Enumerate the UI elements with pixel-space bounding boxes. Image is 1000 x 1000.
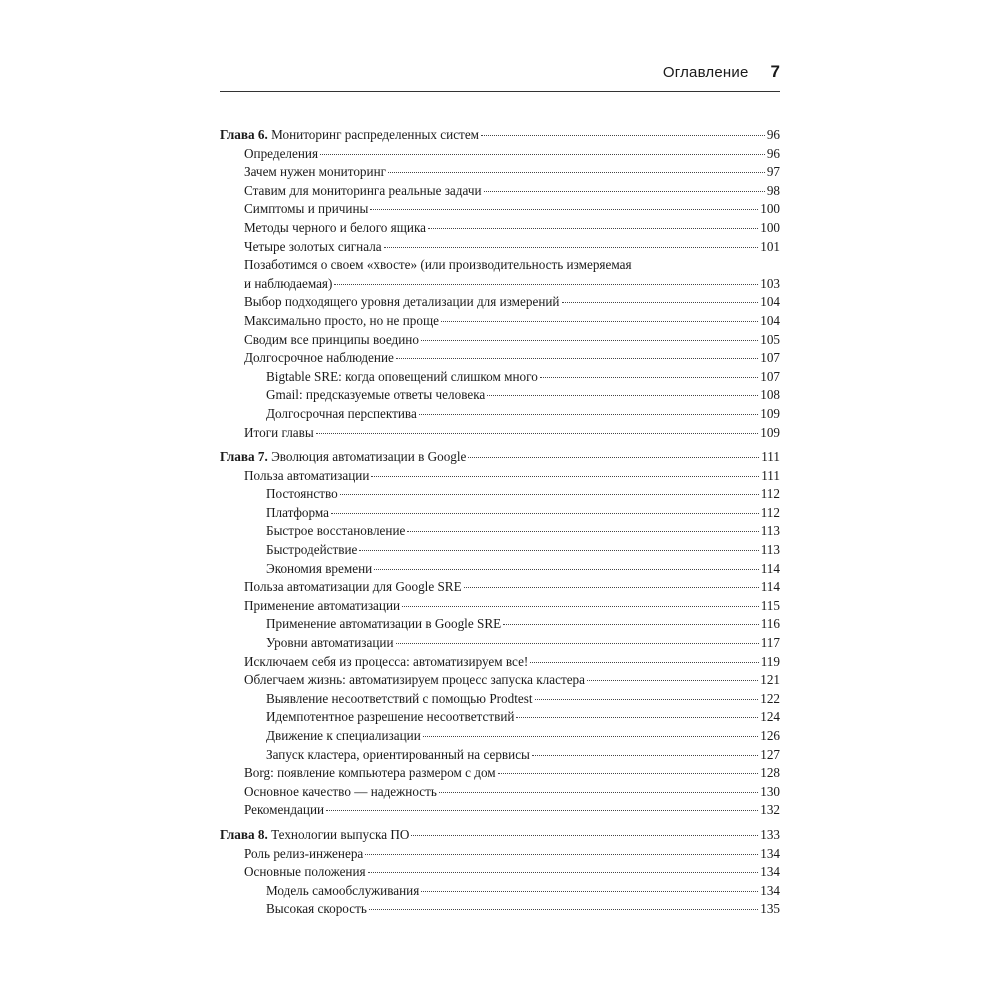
toc-entry-title: Облегчаем жизнь: автоматизируем процесс запуска кластера	[244, 672, 586, 688]
toc-chapter-entry	[220, 826, 780, 845]
dot-leader	[498, 773, 759, 774]
toc-entry-title: Долгосрочная перспектива	[266, 405, 417, 421]
toc-entry	[220, 200, 780, 219]
toc-entry	[220, 522, 780, 541]
dot-leader	[365, 854, 758, 855]
toc-page-number: 126	[760, 728, 780, 743]
toc-page-number: 134	[760, 845, 780, 861]
dot-leader	[334, 284, 758, 285]
dot-leader	[419, 414, 758, 415]
toc-entry	[220, 349, 780, 368]
dot-leader	[484, 191, 765, 192]
toc-entry-title: Применение автоматизации	[244, 597, 401, 613]
toc-entry	[220, 312, 780, 331]
toc-entry-title: Максимально просто, но не проще	[244, 312, 439, 328]
toc-entry-title: Симптомы и причины	[244, 201, 369, 217]
toc-entry	[220, 690, 780, 709]
toc-entry	[220, 900, 780, 919]
toc-chapter-number: Глава 8.	[220, 826, 268, 842]
toc-entry-title: Быстрое восстановление	[266, 523, 406, 539]
toc-page-number: 104	[760, 312, 780, 328]
toc-page-number: 113	[760, 542, 780, 558]
toc-entry-title: Определения	[244, 145, 319, 161]
dot-leader	[428, 228, 758, 229]
toc-entry-title: Запуск кластера, ориентированный на сервисы	[266, 746, 530, 762]
toc-page-number: 96	[766, 145, 780, 161]
dot-leader	[487, 395, 758, 396]
toc-entry-title: Сводим все принципы воедино	[244, 331, 419, 347]
toc-page-number: 114	[760, 560, 780, 576]
toc-entry-title: Польза автоматизации	[244, 467, 370, 483]
toc-page-number: 97	[766, 164, 780, 180]
toc-entry	[220, 163, 780, 182]
dot-leader	[402, 606, 759, 607]
toc-page-number: 115	[760, 597, 780, 613]
toc-entry	[220, 368, 780, 387]
toc-entry-title: Gmail: предсказуемые ответы человека	[266, 387, 486, 403]
toc-entry-title: Применение автоматизации в Google SRE	[266, 616, 502, 632]
toc-page-number: 116	[760, 616, 780, 632]
toc-entry	[220, 293, 780, 312]
dot-leader	[421, 891, 758, 892]
dot-leader	[532, 755, 758, 756]
dot-leader	[384, 247, 759, 248]
toc-entry-title	[220, 126, 479, 145]
toc-entry	[220, 238, 780, 257]
toc-entry-title: Роль релиз-инженера	[244, 845, 364, 861]
toc-entry	[220, 708, 780, 727]
toc-entry-title: Ставим для мониторинга реальные задачи	[244, 182, 482, 198]
toc-page-number: 128	[760, 765, 780, 781]
toc-entry	[220, 219, 780, 238]
toc-entry	[220, 560, 780, 579]
toc-entry-title: Исключаем себя из процесса: автоматизируем все!	[244, 653, 529, 669]
toc-entry-title: Быстродействие	[266, 542, 358, 558]
toc-entry-title: Позаботимся о своем «хвосте» (или производительность измеряемая	[244, 257, 632, 273]
toc-entry	[220, 746, 780, 765]
dot-leader	[516, 717, 758, 718]
toc-entry	[220, 182, 780, 201]
toc-chapter-title: Технологии выпуска ПО	[271, 826, 410, 842]
dot-leader	[396, 643, 759, 644]
toc-entry-title: Основные положения	[244, 864, 366, 880]
dot-leader	[530, 662, 758, 663]
toc-entry	[220, 727, 780, 746]
toc-entry-title: Долгосрочное наблюдение	[244, 350, 394, 366]
toc-page-number: 133	[760, 826, 780, 842]
toc-entry-title	[220, 448, 466, 467]
toc-page-number: 121	[760, 672, 780, 688]
toc-page-number: 132	[760, 802, 780, 818]
dot-leader	[439, 792, 758, 793]
toc-entry-title	[220, 826, 409, 845]
toc-entry-title: Рекомендации	[244, 802, 325, 818]
toc-entry	[220, 424, 780, 443]
toc-page-number: 111	[761, 449, 780, 465]
dot-leader	[481, 135, 765, 136]
dot-leader	[370, 209, 758, 210]
dot-leader	[374, 569, 759, 570]
toc-entry	[220, 615, 780, 634]
dot-leader	[535, 699, 759, 700]
toc-page-number: 103	[760, 275, 780, 291]
toc-entry	[220, 845, 780, 864]
toc-entry	[220, 671, 780, 690]
toc-entry-title: Идемпотентное разрешение несоответствий	[266, 709, 515, 725]
toc-page-number: 130	[760, 783, 780, 799]
toc-entry-title: Высокая скорость	[266, 901, 367, 917]
toc-entry	[220, 386, 780, 405]
toc-page-number: 109	[760, 405, 780, 421]
toc-entry	[220, 597, 780, 616]
toc-entry-title: Уровни автоматизации	[266, 635, 394, 651]
dot-leader	[423, 736, 758, 737]
toc-entry	[220, 331, 780, 350]
toc-page-number: 112	[760, 486, 780, 502]
toc-entry-title: Экономия времени	[266, 560, 373, 576]
dot-leader	[340, 494, 759, 495]
toc-entry	[220, 882, 780, 901]
dot-leader	[396, 358, 758, 359]
dot-leader	[441, 321, 758, 322]
toc-page-number: 105	[760, 331, 780, 347]
toc-entry	[220, 863, 780, 882]
dot-leader	[464, 587, 759, 588]
toc-chapter-entry	[220, 448, 780, 467]
toc-entry	[220, 801, 780, 820]
toc-entry-title: Постоянство	[266, 486, 338, 502]
toc-entry-title: Выбор подходящего уровня детализации для измерений	[244, 294, 560, 310]
toc-page-number: 111	[761, 467, 780, 483]
dot-leader	[411, 835, 758, 836]
running-head	[220, 62, 780, 90]
toc-page-number: 104	[760, 294, 780, 310]
header-rule	[220, 91, 780, 92]
toc-page-number: 117	[760, 635, 780, 651]
toc-page-number: 108	[760, 387, 780, 403]
toc-page-number: 107	[760, 368, 780, 384]
toc-page-number: 127	[760, 746, 780, 762]
table-of-contents	[220, 126, 780, 919]
toc-entry-title: Польза автоматизации для Google SRE	[244, 579, 462, 595]
toc-page-number: 112	[760, 504, 780, 520]
dot-leader	[368, 872, 759, 873]
toc-entry	[220, 145, 780, 164]
toc-entry-title: Основное качество — надежность	[244, 783, 437, 799]
toc-entry	[220, 405, 780, 424]
dot-leader	[468, 457, 759, 458]
dot-leader	[369, 909, 758, 910]
toc-entry-title: Итоги главы	[244, 424, 314, 440]
toc-chapter-entry	[220, 126, 780, 145]
toc-chapter-number: Глава 7.	[220, 449, 268, 465]
toc-page-number: 134	[760, 882, 780, 898]
toc-chapter-title: Эволюция автоматизации в Google	[271, 449, 467, 465]
toc-page-number: 113	[760, 523, 780, 539]
dot-leader	[316, 433, 758, 434]
toc-entry-title: Зачем нужен мониторинг	[244, 164, 387, 180]
toc-entry	[220, 467, 780, 486]
toc-entry-title: Модель самообслуживания	[266, 882, 420, 898]
toc-entry	[220, 653, 780, 672]
toc-page-number: 98	[766, 182, 780, 198]
toc-page-number: 124	[760, 709, 780, 725]
dot-leader	[503, 624, 759, 625]
toc-entry	[220, 504, 780, 523]
toc-page-number: 100	[760, 201, 780, 217]
toc-page-number: 122	[760, 690, 780, 706]
running-head-title: Оглавление	[662, 64, 749, 81]
toc-page-number: 135	[760, 901, 780, 917]
toc-entry-title: Выявление несоответствий с помощью Prodtest	[266, 690, 533, 706]
toc-entry-title: Bigtable SRE: когда оповещений слишком много	[266, 368, 538, 384]
toc-entry	[220, 541, 780, 560]
toc-entry	[220, 485, 780, 504]
toc-entry-title: Движение к специализации	[266, 728, 421, 743]
toc-entry	[220, 578, 780, 597]
dot-leader	[540, 377, 758, 378]
toc-entry	[220, 256, 780, 293]
dot-leader	[359, 550, 758, 551]
toc-entry-title: Методы черного и белого ящика	[244, 219, 427, 235]
toc-page-number: 107	[760, 350, 780, 366]
dot-leader	[407, 531, 758, 532]
toc-page-number: 101	[760, 238, 780, 254]
dot-leader	[320, 154, 765, 155]
toc-chapter-number: Глава 6.	[220, 127, 268, 142]
dot-leader	[587, 680, 758, 681]
toc-page-number: 96	[766, 127, 780, 142]
dot-leader	[388, 172, 765, 173]
toc-page-number: 109	[760, 424, 780, 440]
toc-chapter-title: Мониторинг распределенных систем	[271, 127, 480, 142]
toc-entry-title: Четыре золотых сигнала	[244, 238, 382, 254]
toc-entry-title: Borg: появление компьютера размером с дом	[244, 765, 496, 781]
toc-page-number: 100	[760, 219, 780, 235]
dot-leader	[421, 340, 758, 341]
page-number: 7	[770, 62, 780, 81]
toc-entry	[220, 634, 780, 653]
dot-leader	[331, 513, 759, 514]
toc-entry	[220, 764, 780, 783]
toc-entry-title-continued: и наблюдаемая)	[244, 275, 333, 291]
toc-entry	[220, 783, 780, 802]
dot-leader	[562, 302, 759, 303]
toc-entry-title: Платформа	[266, 504, 330, 520]
dot-leader	[371, 476, 759, 477]
toc-page-number: 114	[760, 579, 780, 595]
toc-page-number: 134	[760, 864, 780, 880]
dot-leader	[326, 810, 758, 811]
toc-page-number: 119	[760, 653, 780, 669]
